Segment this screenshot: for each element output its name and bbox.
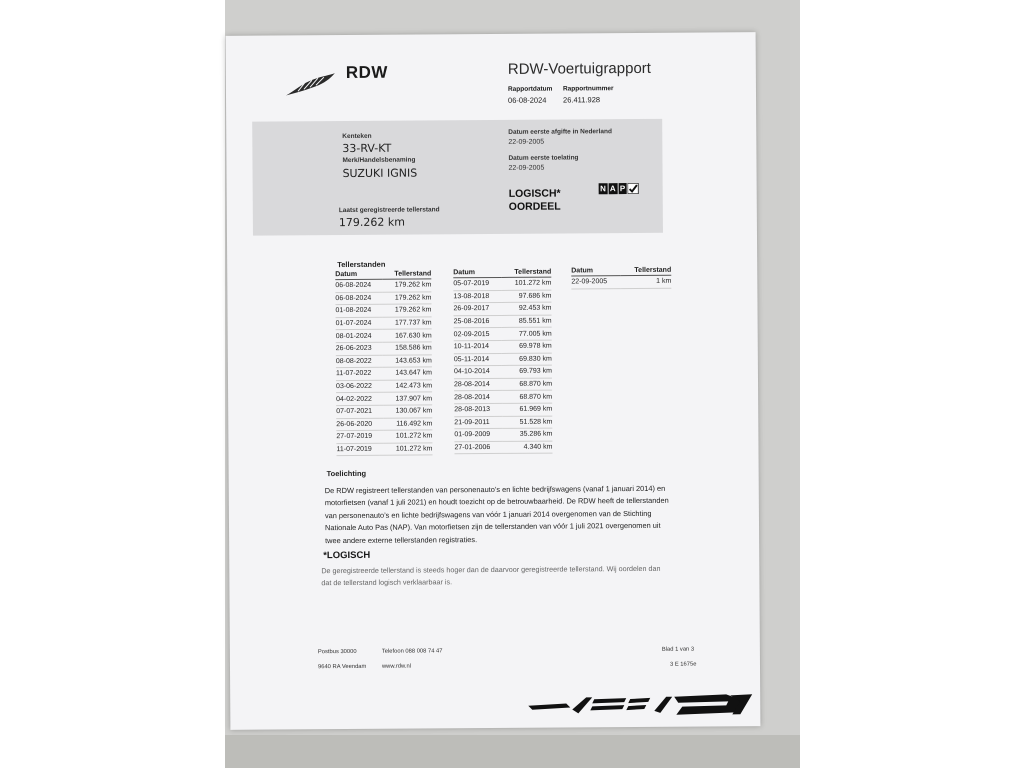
odometer-reading: 158.586 km [383, 342, 432, 355]
odometer-row [454, 390, 552, 403]
odometer-row [336, 405, 432, 418]
footer-code: 3 E 1675e [669, 661, 697, 668]
logisch-note-text [321, 562, 761, 590]
odometer-reading: 68.870 km [502, 378, 552, 391]
odometer-reading: 101.272 km [502, 277, 552, 290]
col-date-header: Datum [571, 267, 620, 276]
odometer-date: 04-02-2022 [336, 393, 383, 406]
odometer-row [336, 342, 432, 355]
odometer-date: 26-06-2020 [336, 418, 383, 431]
odometer-date: 01-09-2009 [454, 429, 502, 442]
explanation-line: motorfietsen (vanaf 1 juli 2021) en houdt toezicht op de betrouwbaarheid. De RDW heeft de tellerstanden [324, 496, 669, 508]
report-title: RDW-Voertuigrapport [507, 59, 652, 78]
odometer-row [454, 428, 552, 441]
odometer-row [454, 365, 552, 378]
odometer-date: 22-09-2005 [571, 276, 620, 289]
odometer-row [454, 340, 552, 353]
odometer-reading: 35.286 km [503, 428, 553, 441]
background-left [0, 0, 225, 768]
odometer-date: 08-08-2022 [336, 355, 383, 368]
explanation-line: De RDW registreert tellerstanden van personenauto’s en lichte bedrijfswagens (vanaf 1 januari 2014) en [324, 483, 666, 496]
footer-city: 9640 RA Veendam [317, 663, 367, 671]
odometer-reading: 142.473 km [383, 380, 432, 393]
toelating-value: 22-09-2005 [508, 164, 545, 172]
odometer-date: 04-10-2014 [454, 366, 502, 379]
odometer-reading: 130.067 km [383, 405, 432, 418]
afgifte-value: 22-09-2005 [508, 138, 545, 146]
nap-letter: P [619, 184, 626, 194]
odometer-row [336, 443, 432, 456]
odometer-row [335, 279, 431, 292]
merk-label: Merk/Handelsbenaming [342, 156, 416, 165]
odometer-date: 01-08-2024 [335, 304, 382, 317]
odometer-row [335, 304, 431, 317]
odometer-row [571, 275, 671, 288]
report-number-label: Rapportnummer [562, 85, 614, 93]
toelating-label: Datum eerste toelating [508, 154, 579, 162]
report-paper [226, 32, 761, 730]
odometer-reading: 179.262 km [383, 304, 432, 317]
odometer-reading: 143.653 km [383, 354, 432, 367]
oordeel-line2: OORDEEL [508, 200, 561, 213]
odometer-date: 26-09-2017 [453, 303, 501, 316]
logisch-note-title: *LOGISCH [323, 549, 371, 562]
logisch-note-line: dat de tellerstand logisch verklaarbaar is. [321, 577, 453, 588]
odometer-date: 26-06-2023 [336, 342, 383, 355]
odometer-date: 08-01-2024 [336, 330, 383, 343]
rdw-stripe-logo-icon [526, 692, 754, 718]
odometer-row [336, 430, 432, 443]
nap-letter: A [609, 184, 616, 194]
background-table-edge [225, 735, 800, 768]
explanation-title: Toelichting [326, 468, 367, 479]
col-date-header: Datum [453, 269, 501, 278]
odometer-table-1 [335, 270, 432, 456]
footer-page: Blad 1 van 3 [661, 646, 695, 653]
checkmark-icon [628, 183, 639, 194]
odometer-date: 06-08-2024 [335, 279, 382, 292]
odometer-date: 21-09-2011 [454, 416, 502, 429]
merk-value: SUZUKI IGNIS [342, 166, 418, 181]
odometer-row [454, 315, 552, 328]
odometer-date: 11-07-2022 [336, 367, 383, 380]
odometer-reading: 69.830 km [502, 353, 552, 366]
report-date-label: Rapportdatum [507, 85, 553, 93]
kenteken-value: 33-RV-KT [342, 141, 392, 156]
odometer-table-3 [571, 267, 671, 289]
logisch-note-line: De geregistreerde tellerstand is steeds hoger dan de daarvoor geregistreerde tellerstand. Wij oordelen dan [321, 563, 661, 576]
odometer-row [336, 317, 432, 330]
odometer-reading: 85.551 km [502, 315, 552, 328]
report-number: 26.411.928 [563, 95, 601, 105]
odometer-reading: 137.907 km [383, 392, 432, 405]
odometer-row [453, 302, 551, 315]
odometer-date: 05-07-2019 [453, 277, 501, 290]
tellerstand-value: 179.262 km [338, 215, 406, 230]
nap-logo [599, 183, 639, 196]
odometer-reading: 179.262 km [383, 279, 432, 292]
odometer-row [336, 329, 432, 342]
odometer-reading: 101.272 km [384, 430, 433, 443]
odometer-row [336, 380, 432, 393]
explanation-line: Nationale Auto Pas (NAP). Van motorfietsen zijn de tellerstanden van vóór 1 juli 2021 overgenomen uit [324, 521, 661, 533]
odometer-reading: 179.262 km [383, 292, 432, 305]
nap-letter: N [600, 184, 606, 194]
odometer-row [335, 292, 431, 305]
col-date-header: Datum [335, 271, 382, 280]
odometer-date: 27-01-2006 [454, 441, 502, 454]
odometer-date: 25-08-2016 [454, 315, 502, 328]
odometer-reading: 143.647 km [383, 367, 432, 380]
odometer-date: 28-08-2014 [454, 391, 502, 404]
odometer-date: 10-11-2014 [454, 340, 502, 353]
col-reading-header: Tellerstand [383, 270, 432, 279]
footer-postbus: Postbus 30000 [317, 648, 357, 656]
odometer-date: 28-08-2014 [454, 378, 502, 391]
odometer-reading: 69.793 km [502, 365, 552, 378]
odometer-row [454, 327, 552, 340]
odometer-reading: 51.528 km [503, 416, 553, 429]
odometer-reading: 177.737 km [383, 317, 432, 330]
odometer-date: 06-08-2024 [335, 292, 382, 305]
odometer-row [454, 353, 552, 366]
odometer-reading: 4.340 km [503, 441, 553, 454]
odometer-row [454, 403, 552, 416]
odometer-reading: 68.870 km [502, 390, 552, 403]
report-date: 06-08-2024 [508, 95, 547, 105]
explanation-text [325, 482, 755, 547]
footer-phone: Telefoon 088 008 74 47 [381, 648, 443, 655]
odometer-reading: 101.272 km [384, 443, 433, 456]
odometer-reading: 77.005 km [502, 327, 552, 340]
odometer-date: 02-09-2015 [454, 328, 502, 341]
odometer-date: 13-08-2018 [453, 290, 501, 303]
odometer-reading: 69.978 km [502, 340, 552, 353]
col-reading-header: Tellerstand [621, 267, 672, 276]
odometer-row [336, 354, 432, 367]
rdw-feather-logo-icon [284, 71, 336, 97]
odometer-reading: 116.492 km [384, 417, 433, 430]
odometer-date: 28-08-2013 [454, 403, 502, 416]
odometer-reading: 92.453 km [502, 302, 552, 315]
odometer-date: 07-07-2021 [336, 405, 383, 418]
odometer-row [454, 441, 552, 454]
background-right [800, 0, 1024, 768]
vehicle-info-box [252, 119, 663, 236]
odometer-section-title: Tellerstanden [337, 259, 386, 270]
odometer-row [336, 392, 432, 405]
oordeel-badge [509, 188, 561, 214]
org-name: RDW [345, 62, 389, 83]
odometer-reading: 1 km [621, 275, 672, 288]
footer-website: www.rdw.nl [381, 663, 412, 670]
col-reading-header: Tellerstand [502, 269, 552, 278]
odometer-row [336, 417, 432, 430]
odometer-date: 03-06-2022 [336, 380, 383, 393]
kenteken-label: Kenteken [342, 132, 372, 141]
odometer-date: 27-07-2019 [336, 430, 383, 443]
odometer-date: 05-11-2014 [454, 353, 502, 366]
afgifte-label: Datum eerste afgifte in Nederland [508, 128, 612, 136]
explanation-line: van personenauto’s en lichte bedrijfswagens van vóór 1 januari 2014 overgenomen van de Stichting [324, 508, 652, 520]
odometer-reading: 97.686 km [502, 290, 552, 303]
odometer-table-2 [453, 269, 552, 455]
odometer-row [454, 378, 552, 391]
odometer-row [454, 416, 552, 429]
odometer-row [453, 290, 551, 303]
odometer-row [453, 277, 551, 290]
explanation-line: twee andere externe tellerstanden registraties. [325, 534, 478, 545]
odometer-reading: 167.630 km [383, 329, 432, 342]
tellerstand-label: Laatst geregistreerde tellerstand [338, 206, 440, 215]
odometer-date: 11-07-2019 [336, 443, 383, 456]
odometer-date: 01-07-2024 [336, 317, 383, 330]
oordeel-line1: LOGISCH* [508, 187, 561, 200]
odometer-reading: 61.969 km [502, 403, 552, 416]
odometer-row [336, 367, 432, 380]
